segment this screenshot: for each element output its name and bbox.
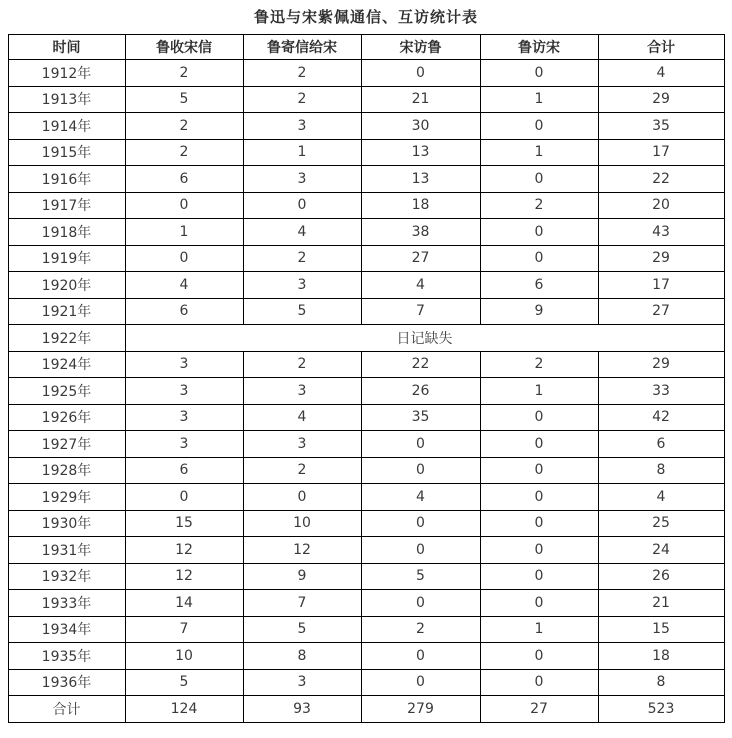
value-cell: 0	[361, 510, 480, 537]
value-cell: 0	[480, 166, 598, 193]
value-cell: 6	[598, 431, 724, 458]
year-cell: 1930年	[8, 510, 125, 537]
value-cell: 7	[125, 616, 243, 643]
year-cell: 1925年	[8, 378, 125, 405]
value-cell: 3	[125, 404, 243, 431]
value-cell: 0	[125, 245, 243, 272]
total-row	[8, 696, 724, 723]
value-cell: 3	[243, 431, 361, 458]
value-cell: 17	[598, 272, 724, 299]
value-cell: 13	[361, 139, 480, 166]
value-cell: 4	[361, 484, 480, 511]
value-cell: 6	[480, 272, 598, 299]
value-cell: 0	[480, 563, 598, 590]
value-cell: 12	[243, 537, 361, 564]
value-cell: 38	[361, 219, 480, 246]
value-cell: 18	[361, 192, 480, 219]
value-cell: 12	[125, 563, 243, 590]
value-cell: 2	[243, 60, 361, 87]
value-cell: 0	[125, 484, 243, 511]
value-cell: 21	[598, 590, 724, 617]
table-row	[8, 298, 724, 325]
value-cell: 5	[243, 298, 361, 325]
value-cell: 2	[125, 139, 243, 166]
value-cell: 2	[480, 192, 598, 219]
value-cell: 0	[480, 404, 598, 431]
value-cell: 1	[480, 86, 598, 113]
total-label-cell: 合计	[8, 696, 125, 723]
value-cell: 13	[361, 166, 480, 193]
value-cell: 0	[361, 431, 480, 458]
value-cell: 8	[598, 457, 724, 484]
value-cell: 0	[480, 590, 598, 617]
column-header-2: 鲁寄信给宋	[243, 35, 361, 60]
value-cell: 0	[361, 457, 480, 484]
value-cell: 0	[361, 537, 480, 564]
value-cell: 93	[243, 696, 361, 723]
value-cell: 2	[125, 60, 243, 87]
year-cell: 1915年	[8, 139, 125, 166]
value-cell: 33	[598, 378, 724, 405]
value-cell: 3	[243, 378, 361, 405]
value-cell: 27	[480, 696, 598, 723]
merged-note-cell: 日记缺失	[125, 325, 724, 352]
column-header-3: 宋访鲁	[361, 35, 480, 60]
value-cell: 1	[243, 139, 361, 166]
table-row	[8, 325, 724, 352]
value-cell: 6	[125, 298, 243, 325]
value-cell: 3	[125, 378, 243, 405]
value-cell: 0	[480, 510, 598, 537]
value-cell: 0	[480, 484, 598, 511]
value-cell: 26	[361, 378, 480, 405]
table-row	[8, 351, 724, 378]
value-cell: 21	[361, 86, 480, 113]
value-cell: 0	[361, 590, 480, 617]
value-cell: 4	[361, 272, 480, 299]
year-cell: 1914年	[8, 113, 125, 140]
table-row	[8, 404, 724, 431]
table-row	[8, 484, 724, 511]
value-cell: 29	[598, 351, 724, 378]
value-cell: 124	[125, 696, 243, 723]
year-cell: 1918年	[8, 219, 125, 246]
table-row	[8, 272, 724, 299]
year-cell: 1920年	[8, 272, 125, 299]
table-row	[8, 166, 724, 193]
value-cell: 9	[480, 298, 598, 325]
value-cell: 29	[598, 245, 724, 272]
table-title: 鲁迅与宋紫佩通信、互访统计表	[253, 8, 478, 26]
value-cell: 4	[125, 272, 243, 299]
value-cell: 35	[361, 404, 480, 431]
table-row	[8, 669, 724, 696]
value-cell: 1	[480, 616, 598, 643]
value-cell: 4	[243, 219, 361, 246]
value-cell: 14	[125, 590, 243, 617]
value-cell: 18	[598, 643, 724, 670]
value-cell: 1	[480, 378, 598, 405]
value-cell: 26	[598, 563, 724, 590]
year-cell: 1936年	[8, 669, 125, 696]
value-cell: 10	[243, 510, 361, 537]
value-cell: 10	[125, 643, 243, 670]
value-cell: 30	[361, 113, 480, 140]
value-cell: 15	[598, 616, 724, 643]
table-header-row	[8, 35, 724, 60]
value-cell: 0	[361, 60, 480, 87]
year-cell: 1913年	[8, 86, 125, 113]
table-row	[8, 86, 724, 113]
table-row	[8, 219, 724, 246]
value-cell: 4	[243, 404, 361, 431]
table-row	[8, 245, 724, 272]
year-cell: 1928年	[8, 457, 125, 484]
value-cell: 7	[361, 298, 480, 325]
value-cell: 15	[125, 510, 243, 537]
year-cell: 1927年	[8, 431, 125, 458]
value-cell: 20	[598, 192, 724, 219]
table-row	[8, 590, 724, 617]
value-cell: 0	[361, 669, 480, 696]
value-cell: 6	[125, 457, 243, 484]
value-cell: 0	[480, 643, 598, 670]
year-cell: 1926年	[8, 404, 125, 431]
value-cell: 3	[243, 669, 361, 696]
value-cell: 2	[361, 616, 480, 643]
value-cell: 0	[480, 457, 598, 484]
value-cell: 2	[243, 245, 361, 272]
table-row	[8, 378, 724, 405]
table-row	[8, 616, 724, 643]
value-cell: 35	[598, 113, 724, 140]
year-cell: 1931年	[8, 537, 125, 564]
value-cell: 1	[125, 219, 243, 246]
table-row	[8, 537, 724, 564]
value-cell: 43	[598, 219, 724, 246]
value-cell: 7	[243, 590, 361, 617]
value-cell: 0	[480, 431, 598, 458]
year-cell: 1922年	[8, 325, 125, 352]
table-body	[8, 60, 724, 723]
value-cell: 27	[361, 245, 480, 272]
value-cell: 3	[125, 431, 243, 458]
value-cell: 9	[243, 563, 361, 590]
year-cell: 1916年	[8, 166, 125, 193]
value-cell: 3	[243, 113, 361, 140]
table-row	[8, 60, 724, 87]
table-row	[8, 643, 724, 670]
year-cell: 1921年	[8, 298, 125, 325]
value-cell: 0	[361, 643, 480, 670]
column-header-0: 时间	[8, 35, 125, 60]
value-cell: 5	[361, 563, 480, 590]
value-cell: 2	[125, 113, 243, 140]
table-row	[8, 431, 724, 458]
value-cell: 3	[243, 166, 361, 193]
value-cell: 0	[243, 192, 361, 219]
value-cell: 0	[480, 669, 598, 696]
table-row	[8, 113, 724, 140]
table-row	[8, 192, 724, 219]
year-cell: 1932年	[8, 563, 125, 590]
value-cell: 12	[125, 537, 243, 564]
table-row	[8, 457, 724, 484]
value-cell: 4	[598, 60, 724, 87]
value-cell: 279	[361, 696, 480, 723]
value-cell: 5	[125, 669, 243, 696]
table-row	[8, 563, 724, 590]
value-cell: 8	[243, 643, 361, 670]
value-cell: 2	[480, 351, 598, 378]
value-cell: 29	[598, 86, 724, 113]
value-cell: 0	[480, 60, 598, 87]
value-cell: 5	[243, 616, 361, 643]
value-cell: 42	[598, 404, 724, 431]
value-cell: 0	[480, 245, 598, 272]
year-cell: 1935年	[8, 643, 125, 670]
table-row	[8, 139, 724, 166]
value-cell: 2	[243, 457, 361, 484]
statistics-table	[8, 34, 725, 723]
year-cell: 1933年	[8, 590, 125, 617]
value-cell: 5	[125, 86, 243, 113]
value-cell: 2	[243, 351, 361, 378]
year-cell: 1934年	[8, 616, 125, 643]
value-cell: 0	[243, 484, 361, 511]
table-row	[8, 510, 724, 537]
value-cell: 17	[598, 139, 724, 166]
value-cell: 6	[125, 166, 243, 193]
year-cell: 1917年	[8, 192, 125, 219]
column-header-5: 合计	[598, 35, 724, 60]
value-cell: 27	[598, 298, 724, 325]
column-header-4: 鲁访宋	[480, 35, 598, 60]
value-cell: 3	[125, 351, 243, 378]
value-cell: 0	[480, 537, 598, 564]
value-cell: 0	[480, 219, 598, 246]
value-cell: 0	[125, 192, 243, 219]
value-cell: 0	[480, 113, 598, 140]
value-cell: 1	[480, 139, 598, 166]
value-cell: 8	[598, 669, 724, 696]
value-cell: 523	[598, 696, 724, 723]
column-header-1: 鲁收宋信	[125, 35, 243, 60]
value-cell: 22	[598, 166, 724, 193]
value-cell: 24	[598, 537, 724, 564]
value-cell: 2	[243, 86, 361, 113]
year-cell: 1924年	[8, 351, 125, 378]
year-cell: 1929年	[8, 484, 125, 511]
value-cell: 4	[598, 484, 724, 511]
value-cell: 3	[243, 272, 361, 299]
value-cell: 25	[598, 510, 724, 537]
year-cell: 1919年	[8, 245, 125, 272]
year-cell: 1912年	[8, 60, 125, 87]
value-cell: 22	[361, 351, 480, 378]
